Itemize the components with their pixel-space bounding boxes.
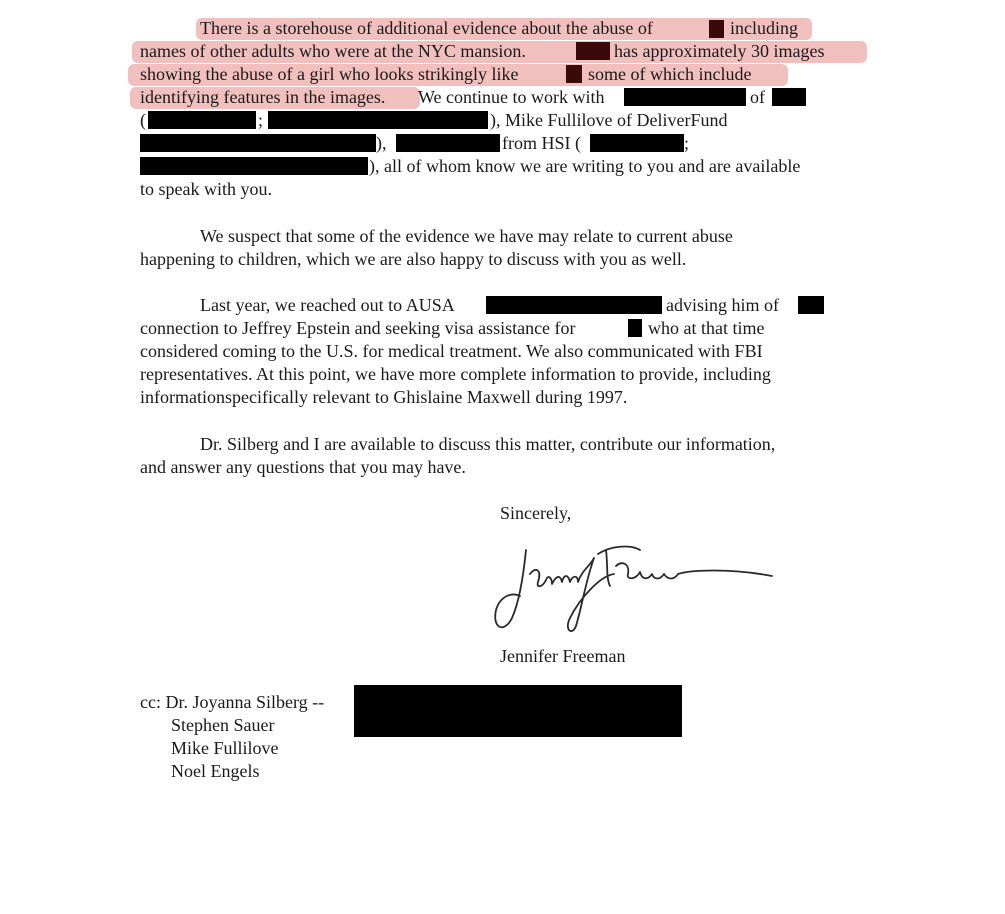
p4-line2: and answer any questions that you may have. [140, 457, 466, 477]
cc-label: cc: Dr. Joyanna Silberg -- [140, 692, 325, 712]
p4-line1: Dr. Silberg and I are available to discuss this matter, contribute our information, [200, 434, 776, 454]
p3-line5: informationspecifically relevant to Ghislaine Maxwell during 1997. [140, 387, 628, 407]
signer-name: Jennifer Freeman [500, 646, 626, 666]
p1-line1: There is a storehouse of additional evidence about the abuse of [200, 18, 653, 38]
p1-line2b: has approximately 30 images [614, 41, 825, 61]
valediction: Sincerely, [500, 503, 572, 523]
cc-name: Noel Engels [171, 761, 260, 781]
p1-line6a: ), [376, 133, 387, 153]
p2-line1: We suspect that some of the evidence we have may relate to current abuse [200, 226, 733, 246]
p1-line7: ), all of whom know we are writing to you and are available [369, 156, 801, 176]
signature-image [490, 530, 780, 640]
p1-line6c: ; [684, 133, 690, 153]
p3-line2b: who at that time [648, 318, 765, 338]
p1-line8: to speak with you. [140, 179, 272, 199]
p1-line4b: We continue to work with [418, 87, 605, 107]
p3-line1b: advising him of [666, 295, 779, 315]
p3-line4: representatives. At this point, we have more complete information to provide, including [140, 364, 771, 384]
cc-name: Mike Fullilove [171, 738, 279, 758]
p1-line1b: including [730, 18, 798, 38]
p2-line2: happening to children, which we are also happy to discuss with you as well. [140, 249, 687, 269]
redaction-bar [140, 134, 376, 152]
redaction-bar [148, 111, 256, 129]
redaction-bar [624, 88, 746, 106]
cc-name: Stephen Sauer [171, 715, 275, 735]
redaction-bar [709, 20, 724, 38]
redaction-bar [576, 42, 610, 60]
p3-line1a: Last year, we reached out to AUSA [200, 295, 455, 315]
p1-line4c: of [750, 87, 765, 107]
p1-line6b: from HSI ( [502, 133, 581, 153]
p3-line2a: connection to Jeffrey Epstein and seeking visa assistance for [140, 318, 576, 338]
p1-line5c: ), Mike Fullilove of DeliverFund [490, 110, 728, 130]
p1-line3b: some of which include [588, 64, 752, 84]
redaction-bar [566, 65, 582, 83]
p1-line5a: ( [140, 110, 146, 130]
redaction-bar [268, 111, 488, 129]
redaction-bar [486, 296, 662, 314]
p1-line2a: names of other adults who were at the NYC mansion. [140, 41, 526, 61]
p1-line3a: showing the abuse of a girl who looks strikingly like [140, 64, 519, 84]
redaction-block [354, 685, 682, 737]
p3-line3: considered coming to the U.S. for medical treatment. We also communicated with FBI [140, 341, 763, 361]
p1-line5b: ; [258, 110, 264, 130]
redaction-bar [628, 319, 642, 337]
redaction-bar [798, 296, 824, 314]
redaction-bar [396, 134, 500, 152]
redaction-bar [590, 134, 684, 152]
p1-line4a: identifying features in the images. [140, 87, 386, 107]
redaction-bar [140, 157, 368, 175]
redaction-bar [772, 88, 806, 106]
